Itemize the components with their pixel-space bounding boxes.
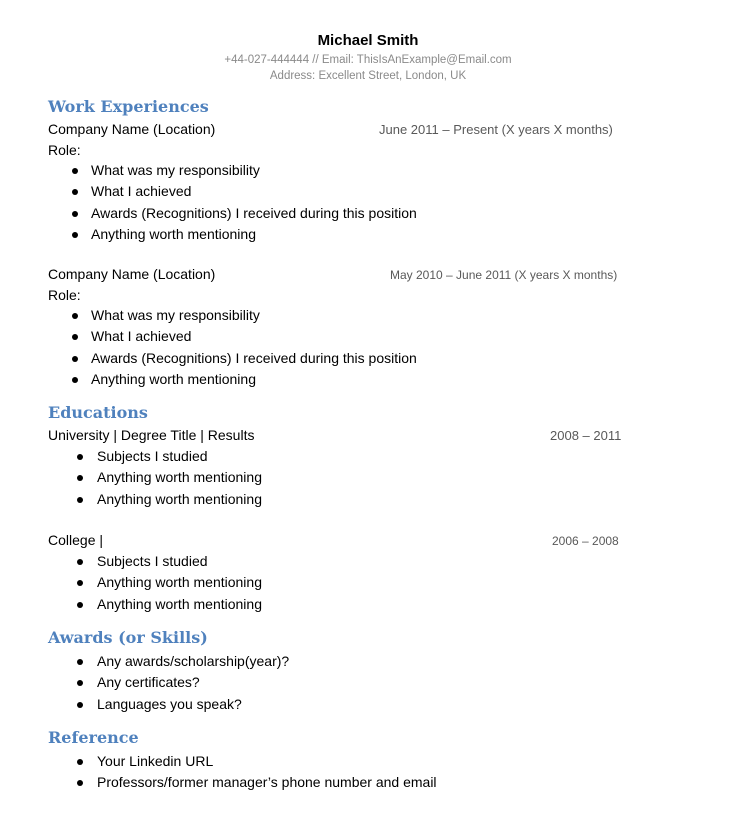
bullet-icon (77, 559, 83, 565)
bullet-icon (77, 780, 83, 786)
job-role-label: Role: (48, 287, 81, 303)
list-item: What was my responsibility (91, 305, 417, 326)
bullet-icon (77, 659, 83, 665)
bullet-icon (77, 454, 83, 460)
list-item: Any certificates? (97, 672, 289, 693)
bullet-icon (77, 702, 83, 708)
bullet-icon (72, 168, 78, 174)
bullet-icon (77, 580, 83, 586)
reference-bullet-list (97, 751, 437, 794)
job-bullet-list (91, 160, 417, 246)
list-item: Anything worth mentioning (97, 594, 262, 615)
education-school: College | (48, 532, 104, 548)
list-item: Your Linkedin URL (97, 751, 437, 772)
list-item: What I achieved (91, 181, 417, 202)
section-title-reference: Reference (48, 728, 139, 747)
bullet-icon (72, 313, 78, 319)
section-title-work: Work Experiences (48, 97, 209, 116)
list-item: Awards (Recognitions) I received during this position (91, 348, 417, 369)
list-item: Anything worth mentioning (97, 467, 262, 488)
bullet-icon (77, 475, 83, 481)
education-school: University | Degree Title | Results (48, 427, 255, 443)
bullet-icon (72, 356, 78, 362)
list-item: Languages you speak? (97, 694, 289, 715)
education-dates: 2006 – 2008 (552, 534, 619, 548)
list-item: Anything worth mentioning (97, 489, 262, 510)
list-item: Subjects I studied (97, 551, 262, 572)
bullet-icon (72, 334, 78, 340)
job-dates: May 2010 – June 2011 (X years X months) (390, 268, 618, 282)
contact-line: +44-027-444444 // Email: ThisIsAnExample@Email.com (224, 54, 512, 66)
job-bullet-list (91, 305, 417, 391)
list-item: What was my responsibility (91, 160, 417, 181)
list-item: Anything worth mentioning (91, 224, 417, 245)
section-title-education: Educations (48, 403, 148, 422)
bullet-icon (77, 759, 83, 765)
bullet-icon (72, 189, 78, 195)
bullet-icon (77, 497, 83, 503)
bullet-icon (72, 211, 78, 217)
education-bullet-list (97, 446, 262, 510)
job-role-label: Role: (48, 142, 81, 158)
job-company: Company Name (Location) (48, 266, 216, 282)
bullet-icon (77, 602, 83, 608)
list-item: What I achieved (91, 326, 417, 347)
address-line: Address: Excellent Street, London, UK (269, 70, 467, 82)
education-bullet-list (97, 551, 262, 615)
list-item: Any awards/scholarship(year)? (97, 651, 289, 672)
awards-bullet-list (97, 651, 289, 715)
education-dates: 2008 – 2011 (550, 428, 622, 443)
job-company: Company Name (Location) (48, 121, 216, 137)
list-item: Awards (Recognitions) I received during this position (91, 203, 417, 224)
candidate-name: Michael Smith (317, 32, 419, 49)
list-item: Anything worth mentioning (97, 572, 262, 593)
list-item: Anything worth mentioning (91, 369, 417, 390)
job-dates: June 2011 – Present (X years X months) (379, 122, 613, 137)
section-title-awards: Awards (or Skills) (48, 628, 208, 647)
bullet-icon (72, 377, 78, 383)
list-item: Subjects I studied (97, 446, 262, 467)
bullet-icon (72, 232, 78, 238)
bullet-icon (77, 680, 83, 686)
list-item: Professors/former manager’s phone number and email (97, 772, 437, 793)
